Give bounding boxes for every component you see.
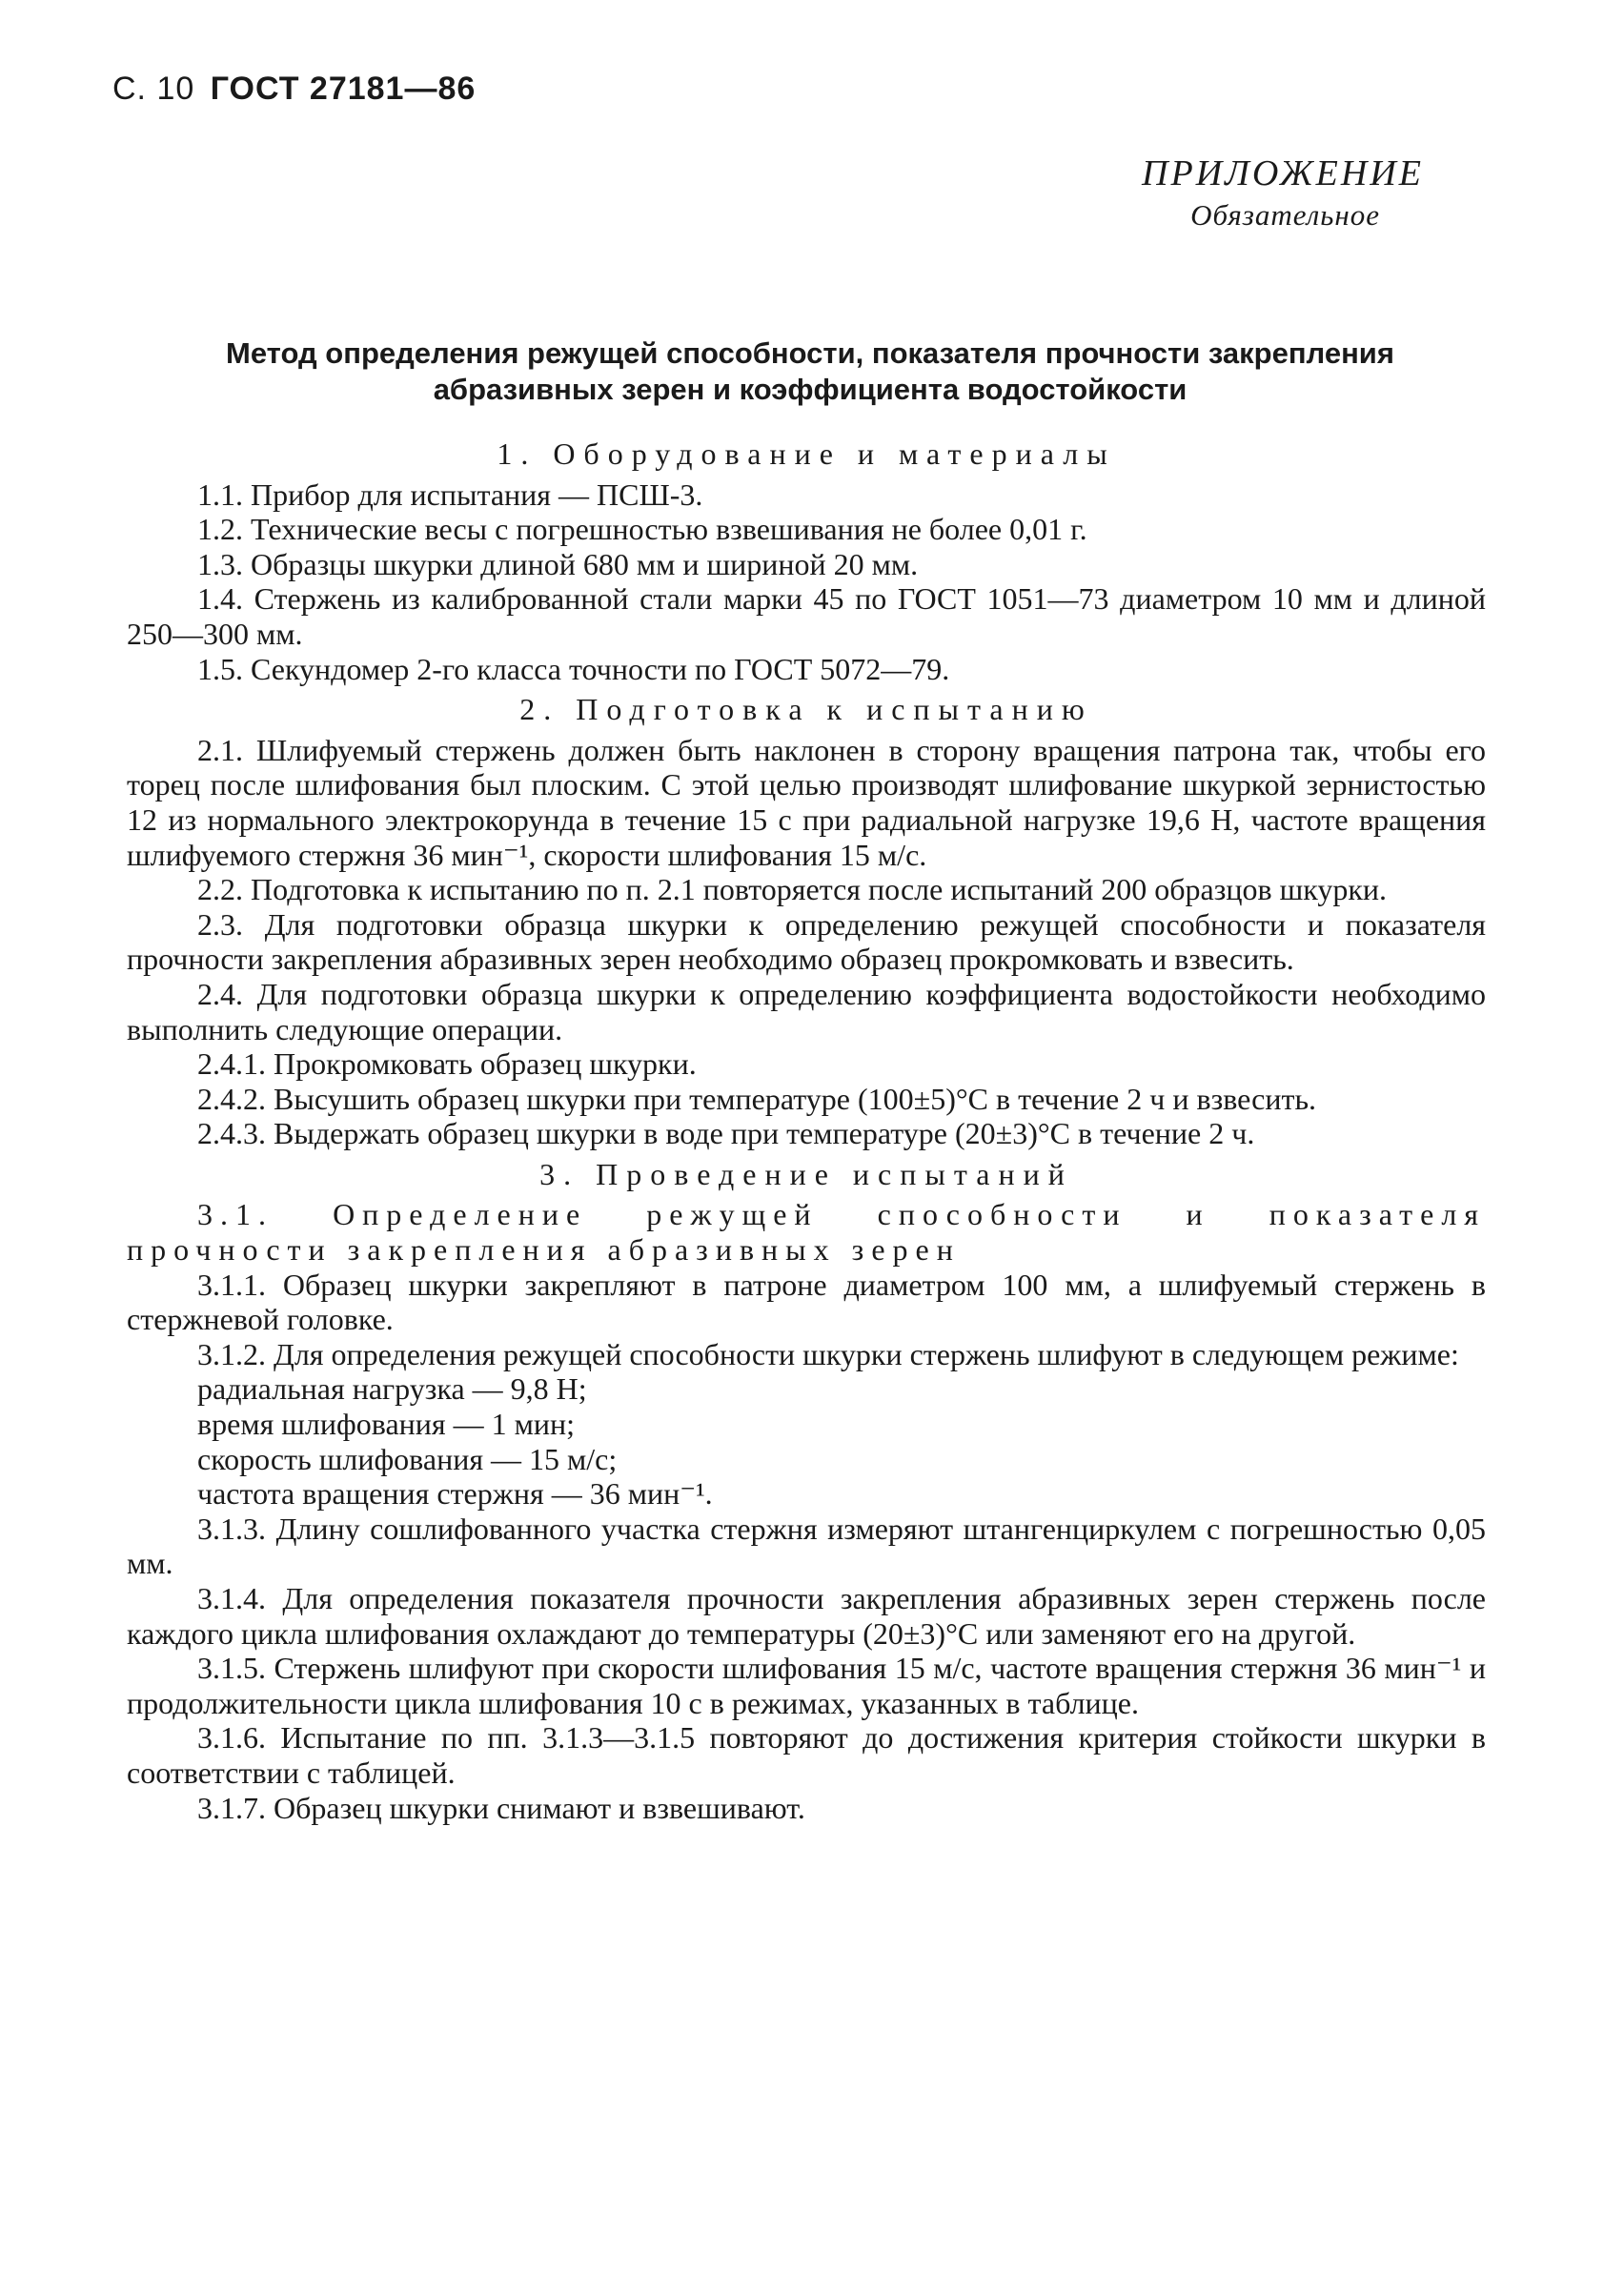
paragraph: 2.4.3. Выдержать образец шкурки в воде при температуре (20±3)°С в течение 2 ч.: [197, 1116, 1255, 1151]
subsection-heading: 3.1. Определение режущей способности и показателя: [197, 1197, 1486, 1232]
document-title-line: Метод определения режущей способности, показателя прочности закрепления: [226, 336, 1394, 370]
appendix-title: ПРИЛОЖЕНИЕ: [1142, 153, 1424, 193]
paragraph: 2.4.2. Высушить образец шкурки при температуре (100±5)°С в течение 2 ч и взвесить.: [197, 1081, 1317, 1116]
document-title-line: абразивных зерен и коэффициента водостойкости: [433, 373, 1188, 406]
paragraph: 1.1. Прибор для испытания — ПСШ-3.: [197, 477, 703, 512]
page-header: [112, 71, 476, 108]
appendix-subtitle: Обязательное: [1190, 198, 1380, 232]
paragraph: 3.1.7. Образец шкурки снимают и взвешивают.: [197, 1790, 805, 1825]
section-heading-preparation: 2. Подготовка к испытанию: [519, 692, 1093, 727]
standard-number: ГОСТ 27181—86: [210, 71, 477, 107]
paragraph: 2.3. Для подготовки образца шкурки к определению режущей способности и показателя прочности закрепления абразивных зерен необходимо образец прокромковать и взвесить.: [127, 906, 1486, 977]
paragraph: 3.1.4. Для определения показателя прочности закрепления абразивных зерен стержень после каждого цикла шлифования охлаждают до температуры (20±3)°С или заменяют его на другой.: [127, 1581, 1486, 1651]
subsection-heading-continued: прочности закрепления абразивных зерен: [127, 1232, 961, 1268]
paragraph: 2.1. Шлифуемый стержень должен быть наклонен в сторону вращения патрона так, чтобы его торец после шлифования был плоским. С этой целью производят шлифование шкуркой зернистостью 12 из нормального электрокорунда в течение 15 с при радиальной нагрузке 19,6 Н, частоте вращения шлифуемого стержня 36 мин⁻¹, скорости шлифования 15 м/с.: [127, 732, 1486, 872]
paragraph: 2.4. Для подготовки образца шкурки к определению коэффициента водостойкости необходимо выполнить следующие операции.: [127, 976, 1486, 1046]
document-title: [114, 335, 1506, 408]
paragraph: 2.2. Подготовка к испытанию по п. 2.1 повторяется после испытаний 200 образцов шкурки.: [197, 872, 1387, 907]
paragraph: 3.1.2. Для определения режущей способности шкурки стержень шлифуют в следующем режиме:: [197, 1336, 1459, 1371]
document-body: [127, 431, 1486, 1825]
paragraph: 1.3. Образцы шкурки длиной 680 мм и шириной 20 мм.: [197, 546, 919, 581]
mode-line: время шлифования — 1 мин;: [197, 1407, 575, 1442]
paragraph: 3.1.6. Испытание по пп. 3.1.3—3.1.5 повторяют до достижения критерия стойкости шкурки в соответствии с таблицей.: [127, 1720, 1486, 1790]
paragraph: 1.5. Секундомер 2-го класса точности по ГОСТ 5072—79.: [197, 651, 950, 686]
paragraph: 3.1.1. Образец шкурки закрепляют в патроне диаметром 100 мм, а шлифуемый стержень в стержневой головке.: [127, 1267, 1486, 1337]
page-label: С. 10: [112, 71, 195, 107]
paragraph: 3.1.5. Стержень шлифуют при скорости шлифования 15 м/с, частоте вращения стержня 36 мин⁻¹ и продолжительности цикла шлифования 10 с в режимах, указанных в таблице.: [127, 1651, 1486, 1720]
section-heading-equipment: 1. Оборудование и материалы: [497, 436, 1116, 471]
paragraph: 1.2. Технические весы с погрешностью взвешивания не более 0,01 г.: [197, 512, 1087, 547]
paragraph: 1.4. Стержень из калиброванной стали марки 45 по ГОСТ 1051—73 диаметром 10 мм и длиной 250—300 мм.: [127, 581, 1486, 651]
mode-line: частота вращения стержня — 36 мин⁻¹.: [197, 1476, 713, 1512]
paragraph: 2.4.1. Прокромковать образец шкурки.: [197, 1046, 697, 1082]
appendix-label: [1142, 152, 1424, 233]
paragraph: 3.1.3. Длину сошлифованного участка стержня измеряют штангенциркулем с погрешностью 0,05 мм.: [127, 1511, 1486, 1581]
section-heading-testing: 3. Проведение испытаний: [539, 1156, 1073, 1191]
mode-line: радиальная нагрузка — 9,8 Н;: [197, 1371, 587, 1407]
mode-line: скорость шлифования — 15 м/с;: [197, 1441, 618, 1476]
